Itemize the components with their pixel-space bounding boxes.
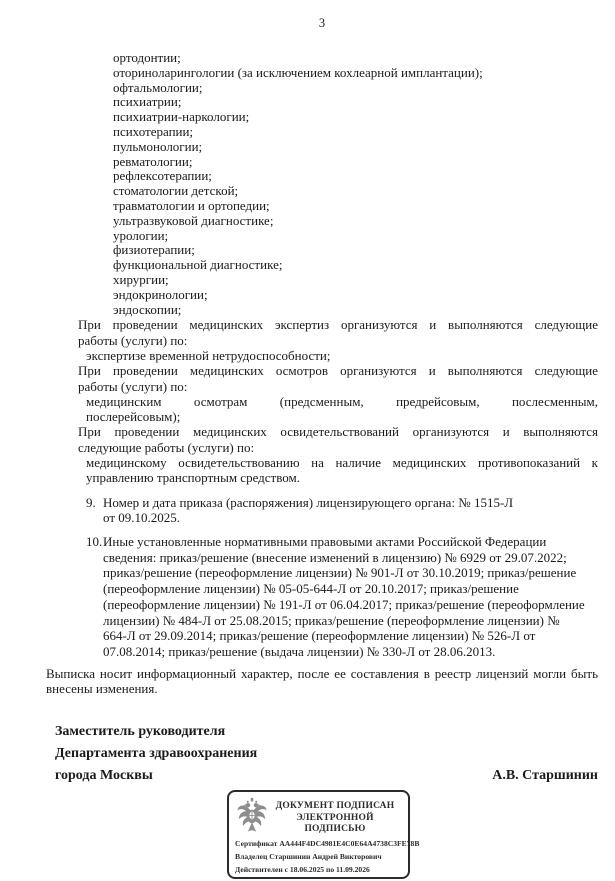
specialty-item: функциональной диагностике; — [113, 257, 283, 273]
examinations-intro-paragraph — [78, 363, 598, 394]
certifications-service-list — [86, 455, 598, 486]
specialty-item: физиотерапии; — [113, 242, 195, 258]
stamp-title-line: ДОКУМЕНТ ПОДПИСАН — [275, 801, 395, 812]
document-body — [46, 51, 598, 879]
specialty-item: эндокринологии; — [113, 286, 208, 302]
note-line: Выписка носит информационный характер, после ее составления в реестр лицензий могли быть — [46, 665, 598, 681]
specialty-item: травматологии и ортопедии; — [113, 197, 270, 213]
paragraph-line: работы (услуги) по: — [78, 332, 188, 348]
certificate-label: Сертификат — [235, 839, 278, 849]
specialty-item: хирургии; — [113, 271, 169, 287]
informational-note — [46, 666, 598, 697]
owner-line — [235, 850, 401, 863]
examinations-section — [46, 363, 598, 424]
item-9-text — [103, 495, 598, 526]
signer-name: А.В. Старшинин — [492, 768, 598, 784]
paragraph-line: сведения: приказ/решение (внесение изменений в лицензию) № 6929 от 29.07.2022; — [103, 549, 567, 565]
paragraph-line: 664-Л от 29.09.2014; приказ/решение (переоформление лицензии) № 526-Л от — [103, 628, 536, 644]
examinations-service-list — [86, 394, 598, 425]
item-number: 10. — [86, 534, 103, 550]
specialty-item: ортодонтии; — [113, 50, 181, 65]
specialty-item: пульмонологии; — [113, 138, 203, 154]
service-item: управлению транспортным средством. — [86, 470, 301, 486]
paragraph-line: (переоформление лицензии) № 191-Л от 06.04.2017; приказ/решение (переоформление — [103, 596, 585, 612]
paragraph-line: Иные установленные нормативными правовыми актами Российской Федерации — [103, 534, 547, 550]
item-number: 9. — [86, 494, 96, 510]
paragraph-line: следующие работы (услуги) по: — [78, 439, 255, 455]
service-item: медицинским осмотрам (предсменным, предрейсовым, послесменным, — [86, 393, 598, 409]
service-item: послерейсовым); — [86, 409, 181, 425]
note-line: внесены изменения. — [46, 681, 158, 697]
paragraph-line: от 09.10.2025. — [103, 510, 181, 526]
specialty-item: эндоскопии; — [113, 301, 182, 317]
certificate-line — [235, 837, 420, 850]
paragraph-line: приказ/решение (переоформление лицензии) № 901-Л от 30.10.2019; приказ/решение — [103, 565, 577, 581]
electronic-signature-stamp — [227, 790, 420, 879]
certificate-value: AA444F4DC4981E4C0E64A4738C3FE78B — [279, 839, 420, 849]
specialty-item: оториноларингологии (за исключением кохлеарной имплантации); — [113, 64, 483, 80]
paragraph-line: Номер и дата приказа (распоряжения) лицензирующего органа: № 1515-Л — [103, 494, 514, 510]
expertise-service-list — [86, 348, 598, 363]
signature-block — [55, 721, 598, 879]
specialties-list — [113, 51, 598, 317]
page-number: 3 — [318, 16, 326, 30]
paragraph-line: (переоформление лицензии) № 05-05-644-Л от 20.10.2017; приказ/решение — [103, 581, 519, 597]
owner-label: Владелец — [235, 852, 268, 862]
stamp-title-line: ЭЛЕКТРОННОЙ ПОДПИСЬЮ — [296, 812, 374, 835]
service-item: медицинскому освидетельствованию на наличие медицинских противопоказаний к — [86, 455, 598, 471]
validity-line: Действителен с 18.06.2025 по 11.09.2026 — [235, 865, 370, 875]
specialty-item: ревматологии; — [113, 153, 193, 169]
signer-position-line: города Москвы — [55, 768, 153, 784]
specialty-item: урологии; — [113, 227, 169, 243]
certifications-section — [46, 424, 598, 485]
signer-position-line: Заместитель руководителя — [55, 724, 226, 740]
signer-position-and-name-row — [55, 765, 598, 787]
expertise-intro-paragraph — [78, 317, 598, 348]
service-item: экспертизе временной нетрудоспособности; — [86, 347, 331, 363]
stamp-title — [269, 796, 401, 836]
item-9-order-number-date — [86, 495, 598, 526]
item-10-text — [103, 534, 598, 660]
paragraph-line: лицензии) № 484-Л от 25.08.2015; приказ/решение (переоформление лицензии) № — [103, 612, 560, 628]
specialty-item: психиатрии-наркологии; — [113, 109, 250, 125]
signer-position-line: Департамента здравоохранения — [55, 746, 258, 762]
specialty-item: ультразвуковой диагностике; — [113, 212, 274, 228]
specialty-item: психиатрии; — [113, 94, 182, 110]
paragraph-line: При проведении медицинских освидетельствований организуются и выполняются — [78, 424, 598, 440]
paragraph-line: 07.08.2014; приказ/решение (выдача лицензии) № 330-Л от 28.06.2013. — [103, 643, 496, 659]
stamp-details — [235, 837, 420, 876]
double-eagle-coat-of-arms-icon — [235, 796, 269, 836]
specialty-item: рефлексотерапии; — [113, 168, 212, 184]
stamp-header — [235, 796, 401, 836]
paragraph-line: При проведении медицинских экспертиз организуются и выполняются следующие — [78, 317, 598, 333]
expertise-section — [46, 317, 598, 363]
paragraph-line: работы (услуги) по: — [78, 378, 188, 394]
owner-name: Старшинин Андрей Викторович — [269, 852, 382, 862]
specialty-item: офтальмологии; — [113, 79, 203, 95]
item-10-other-information — [86, 534, 598, 660]
specialty-item: психотерапии; — [113, 123, 194, 139]
specialty-item: стоматологии детской; — [113, 183, 239, 199]
certifications-intro-paragraph — [78, 424, 598, 455]
paragraph-line: При проведении медицинских осмотров организуются и выполняются следующие — [78, 363, 598, 379]
